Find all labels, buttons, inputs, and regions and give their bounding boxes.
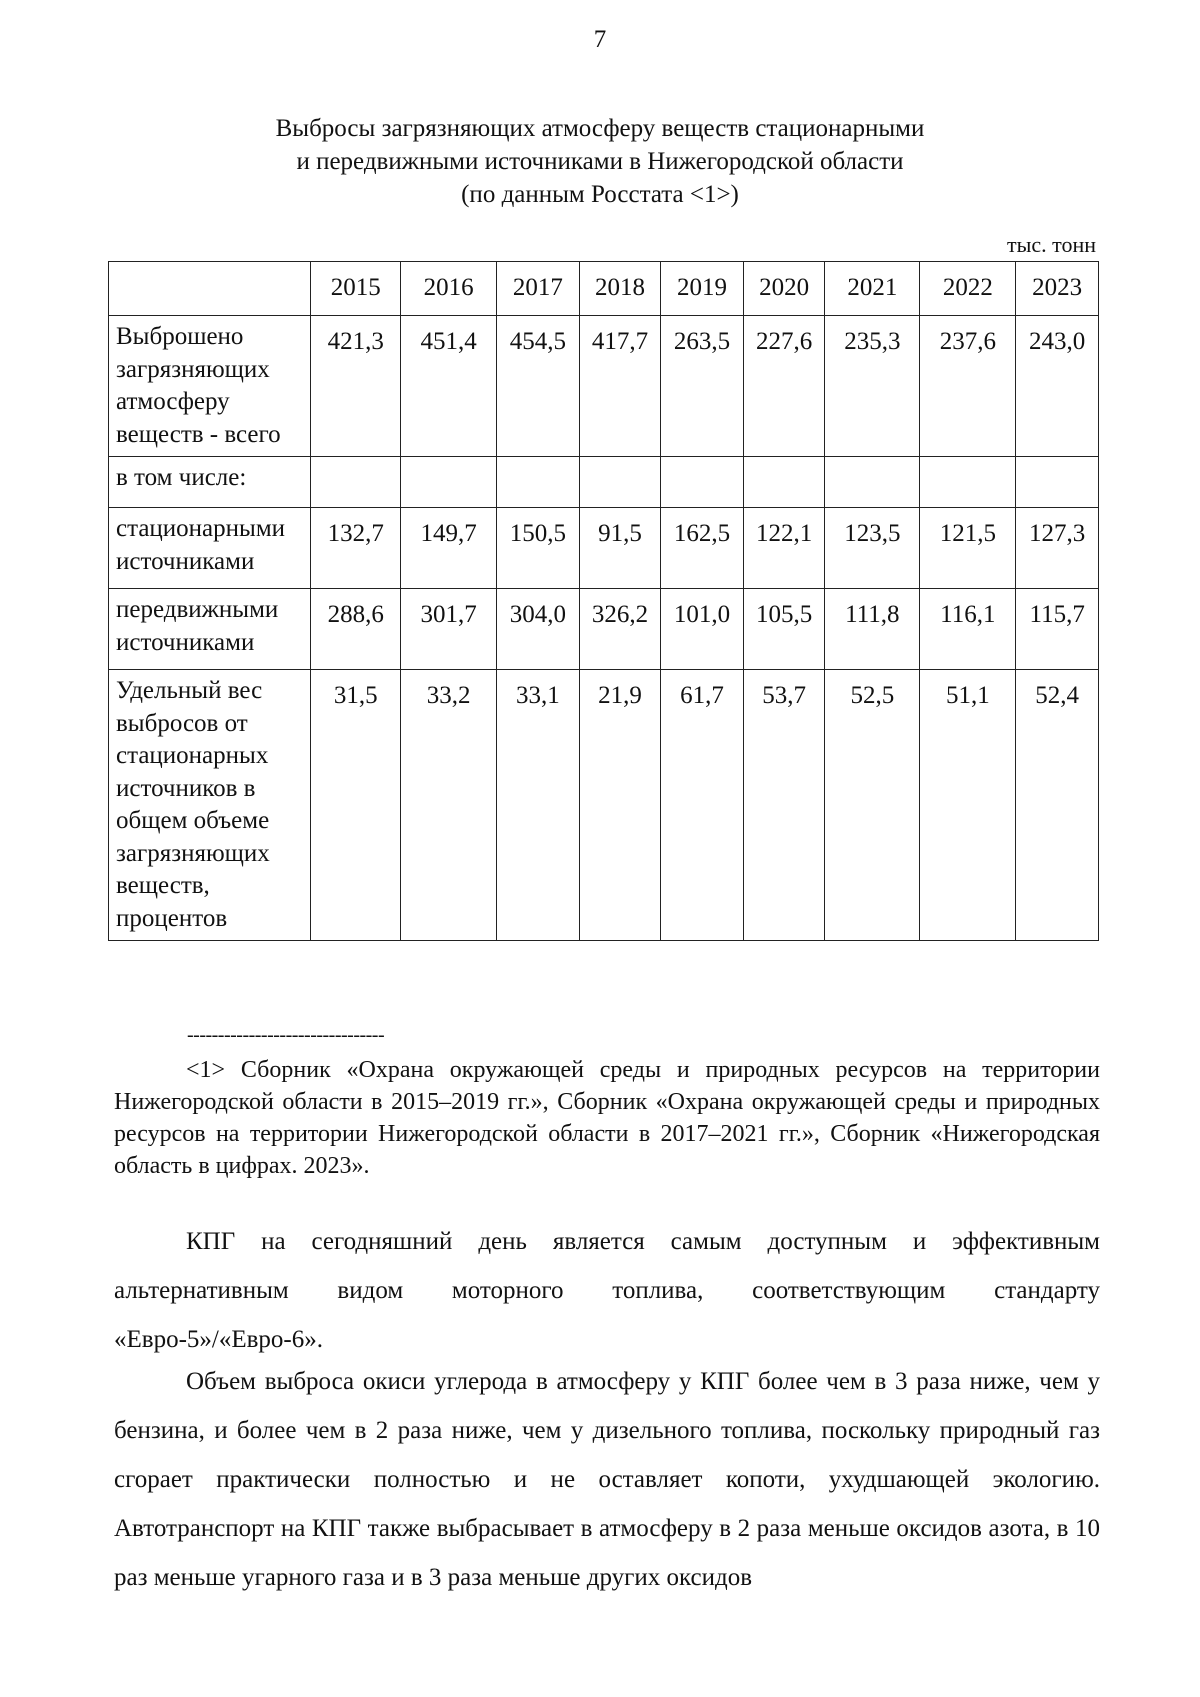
table-cell: 111,8 [825, 589, 920, 670]
table-header-row [109, 262, 1099, 316]
page-number: 7 [593, 26, 607, 53]
table-cell: 421,3 [311, 316, 401, 457]
table-cell [920, 457, 1016, 508]
table-title [0, 112, 1200, 211]
table-cell: 132,7 [311, 508, 401, 589]
table-cell [661, 457, 744, 508]
table-cell: 101,0 [661, 589, 744, 670]
table-cell: 451,4 [401, 316, 497, 457]
table-cell: 33,2 [401, 670, 497, 941]
table-cell: 31,5 [311, 670, 401, 941]
header-empty-cell [109, 262, 311, 316]
table-row [109, 670, 1099, 941]
table-row [109, 508, 1099, 589]
header-year: 2019 [661, 262, 744, 316]
table-cell: 162,5 [661, 508, 744, 589]
table-cell: 115,7 [1016, 589, 1099, 670]
table-cell: 149,7 [401, 508, 497, 589]
table-row [109, 316, 1099, 457]
table-cell: 227,6 [743, 316, 825, 457]
table-row [109, 457, 1099, 508]
table-cell: 454,5 [497, 316, 580, 457]
row-label: в том числе: [109, 457, 311, 508]
table-cell: 116,1 [920, 589, 1016, 670]
header-year: 2023 [1016, 262, 1099, 316]
header-year: 2015 [311, 262, 401, 316]
row-label: Удельный вес выбросов от стационарных источников в общем объеме загрязняющих веществ, процентов [109, 670, 311, 941]
header-year: 2022 [920, 262, 1016, 316]
header-year: 2017 [497, 262, 580, 316]
table-cell: 21,9 [579, 670, 661, 941]
table-cell: 122,1 [743, 508, 825, 589]
table-cell: 263,5 [661, 316, 744, 457]
body-paragraph: КПГ на сегодняшний день является самым доступным и эффективным альтернативным видом моторного топлива, соответствующим стандарту «Евро-5»/«Евро-6». [114, 1228, 1100, 1353]
title-line-2: и передвижными источниками в Нижегородской области [296, 148, 904, 175]
table-cell: 150,5 [497, 508, 580, 589]
table-cell: 237,6 [920, 316, 1016, 457]
row-label: Выброшено загрязняющих атмосферу веществ - всего [109, 316, 311, 457]
table-cell: 127,3 [1016, 508, 1099, 589]
row-label: стационарными источниками [109, 508, 311, 589]
table-cell: 61,7 [661, 670, 744, 941]
table-cell: 304,0 [497, 589, 580, 670]
table-cell [743, 457, 825, 508]
table-cell: 243,0 [1016, 316, 1099, 457]
table-cell [579, 457, 661, 508]
table-cell: 33,1 [497, 670, 580, 941]
header-year: 2021 [825, 262, 920, 316]
table-cell: 105,5 [743, 589, 825, 670]
table-cell: 417,7 [579, 316, 661, 457]
body-paragraph: Объем выброса окиси углерода в атмосферу у КПГ более чем в 3 раза ниже, чем у бензина, и более чем в 2 раза ниже, чем у дизельного топлива, поскольку природный газ сгорает практически полностью и не оставляет копоти, ухудшающей экологию. Автотранспорт на КПГ также выбрасывает в атмосферу в 2 раза меньше оксидов азота, в 10 раз меньше угарного газа и в 3 раза меньше других оксидов [114, 1368, 1100, 1591]
footnote-separator: -------------------------------- [187, 1024, 385, 1046]
table-cell: 123,5 [825, 508, 920, 589]
table-cell [825, 457, 920, 508]
table-cell: 235,3 [825, 316, 920, 457]
table-cell: 326,2 [579, 589, 661, 670]
table-cell: 288,6 [311, 589, 401, 670]
footnote: <1> Сборник «Охрана окружающей среды и природных ресурсов на территории Нижегородской области в 2015–2019 гг.», Сборник «Охрана окружающей среды и природных ресурсов на территории Нижегородской области в 2017–2021 гг.», Сборник «Нижегородская область в цифрах. 2023». [114, 1057, 1100, 1179]
table-cell [497, 457, 580, 508]
table-cell: 52,4 [1016, 670, 1099, 941]
header-year: 2016 [401, 262, 497, 316]
table-cell: 301,7 [401, 589, 497, 670]
table-cell: 121,5 [920, 508, 1016, 589]
table-cell: 91,5 [579, 508, 661, 589]
table-cell: 53,7 [743, 670, 825, 941]
table-cell [1016, 457, 1099, 508]
table-row [109, 589, 1099, 670]
unit-label: тыс. тонн [1006, 232, 1096, 257]
header-year: 2018 [579, 262, 661, 316]
table-cell: 51,1 [920, 670, 1016, 941]
table-cell [401, 457, 497, 508]
table-cell: 52,5 [825, 670, 920, 941]
emissions-table [108, 261, 1099, 941]
header-year: 2020 [743, 262, 825, 316]
row-label: передвижными источниками [109, 589, 311, 670]
title-line-3: (по данным Росстата <1>) [461, 181, 739, 208]
table-cell [311, 457, 401, 508]
title-line-1: Выбросы загрязняющих атмосферу веществ стационарными [275, 115, 925, 142]
